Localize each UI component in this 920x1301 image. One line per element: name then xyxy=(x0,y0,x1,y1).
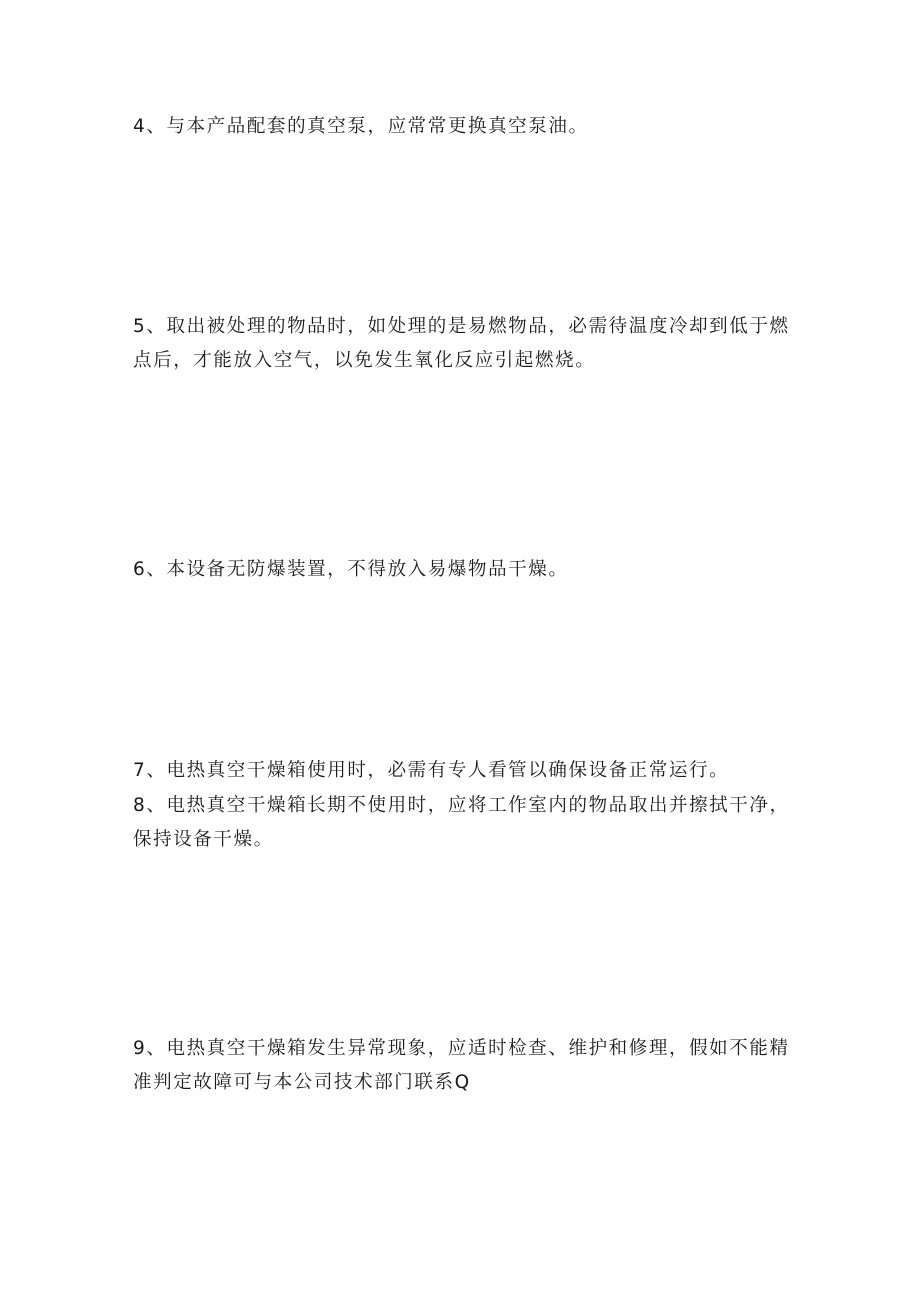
paragraph-item-8 xyxy=(133,789,793,857)
paragraph-line: 9、电热真空干燥箱发生异常现象，应适时检查、维护和修理，假如不能精 xyxy=(133,1038,790,1059)
paragraph-line: 准判定故障可与本公司技术部门联系Q xyxy=(133,1072,471,1093)
paragraph-item-5 xyxy=(133,310,793,378)
paragraph-line: 保持设备干燥。 xyxy=(133,829,274,850)
paragraph-item-6 xyxy=(133,553,793,587)
paragraph-line: 4、与本产品配套的真空泵，应常常更换真空泵油。 xyxy=(133,116,589,137)
paragraph-line: 点后，才能放入空气，以免发生氧化反应引起燃烧。 xyxy=(133,350,596,371)
paragraph-line: 5、取出被处理的物品时，如处理的是易燃物品，必需待温度冷却到低于燃 xyxy=(133,316,790,337)
paragraph-line: 7、电热真空干燥箱使用时，必需有专人看管以确保设备正常运行。 xyxy=(133,760,730,781)
paragraph-line: 6、本设备无防爆装置，不得放入易爆物品干燥。 xyxy=(133,559,569,580)
paragraph-item-4 xyxy=(133,110,793,144)
paragraph-line: 8、电热真空干燥箱长期不使用时，应将工作室内的物品取出并擦拭干净， xyxy=(133,795,790,816)
paragraph-item-9 xyxy=(133,1032,793,1100)
paragraph-item-7 xyxy=(133,754,793,788)
